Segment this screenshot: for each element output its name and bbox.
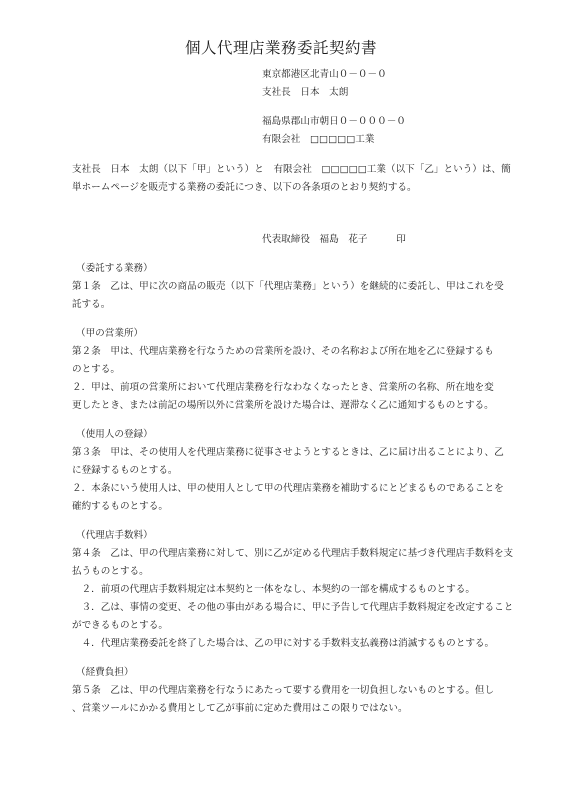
article-line: 、営業ツールにかかる費用として乙が事前に定めた費用はこの限りではない。 bbox=[72, 703, 408, 714]
preamble-line: 単ホームページを販売する業務の委託につき、以下の各条項のとおり契約する。 bbox=[72, 182, 417, 193]
article-heading: （代理店手数料） bbox=[76, 530, 153, 541]
signature-line: 代表取締役 福島 花子 印 bbox=[262, 234, 406, 245]
article-line: のとする。 bbox=[72, 364, 120, 375]
article-line: ２．本条にいう使用人は、甲の使用人として甲の代理店業務を補助するにとどまるものであることを bbox=[72, 483, 504, 494]
article-line: ４．代理店業務委託を終了した場合は、乙の甲に対する手数料支払義務は消滅するものとする。 bbox=[72, 638, 495, 649]
preamble-line: 支社長 日本 太朗（以下「甲」という）と 有限会社 □□□□□工業（以下「乙」という）は、簡 bbox=[72, 164, 511, 175]
document-title: 個人代理店業務委託契約書 bbox=[184, 39, 377, 57]
party-b-address: 福島県郡山市朝日０－０００－０ bbox=[262, 116, 406, 127]
party-a-address: 東京都港区北青山０－０－０ bbox=[262, 69, 387, 80]
article-line: に登録するものとする。 bbox=[72, 465, 178, 476]
article-heading: （経費負担） bbox=[76, 667, 134, 678]
article-line: ２．甲は、前項の営業所において代理店業務を行なわなくなったとき、営業所の名称、所在地を変 bbox=[72, 382, 494, 393]
article-line: 確約するものとする。 bbox=[72, 501, 168, 512]
article-line: 第５条 乙は、甲の代理店業務を行なうにあたって要する費用を一切負担しないものとする。但し bbox=[72, 685, 495, 696]
article-line: 第１条 乙は、甲に次の商品の販売（以下「代理店業務」という）を継続的に委託し、甲はこれを受 bbox=[72, 281, 504, 292]
article-line: ができるものとする。 bbox=[72, 620, 168, 631]
article-heading: （甲の営業所） bbox=[76, 328, 144, 339]
article-line: 更したとき、または前記の場所以外に営業所を設けた場合は、遅滞なく乙に通知するものとする。 bbox=[72, 400, 494, 411]
article-line: 託する。 bbox=[72, 299, 111, 310]
article-line: ３．乙は、事情の変更、その他の事由がある場合に、甲に予告して代理店手数料規定を改定すること bbox=[72, 602, 514, 613]
party-a-name: 支社長 日本 太朗 bbox=[262, 87, 349, 98]
article-line: 第４条 乙は、甲の代理店業務に対して、別に乙が定める代理店手数料規定に基づき代理店手数料を支 bbox=[72, 548, 514, 559]
party-b-name: 有限会社 □□□□□工業 bbox=[262, 134, 375, 145]
article-line: 払うものとする。 bbox=[72, 566, 149, 577]
article-heading: （使用人の登録） bbox=[76, 429, 153, 440]
article-line: 第３条 甲は、その使用人を代理店業務に従事させようとするときは、乙に届け出ることにより、乙 bbox=[72, 447, 504, 458]
article-line: ２．前項の代理店手数料規定は本契約と一体をなし、本契約の一部を構成するものとする。 bbox=[72, 584, 475, 595]
article-heading: （委託する業務） bbox=[76, 263, 153, 274]
article-line: 第２条 甲は、代理店業務を行なうための営業所を設け、その名称および所在地を乙に登録するも bbox=[72, 346, 494, 357]
